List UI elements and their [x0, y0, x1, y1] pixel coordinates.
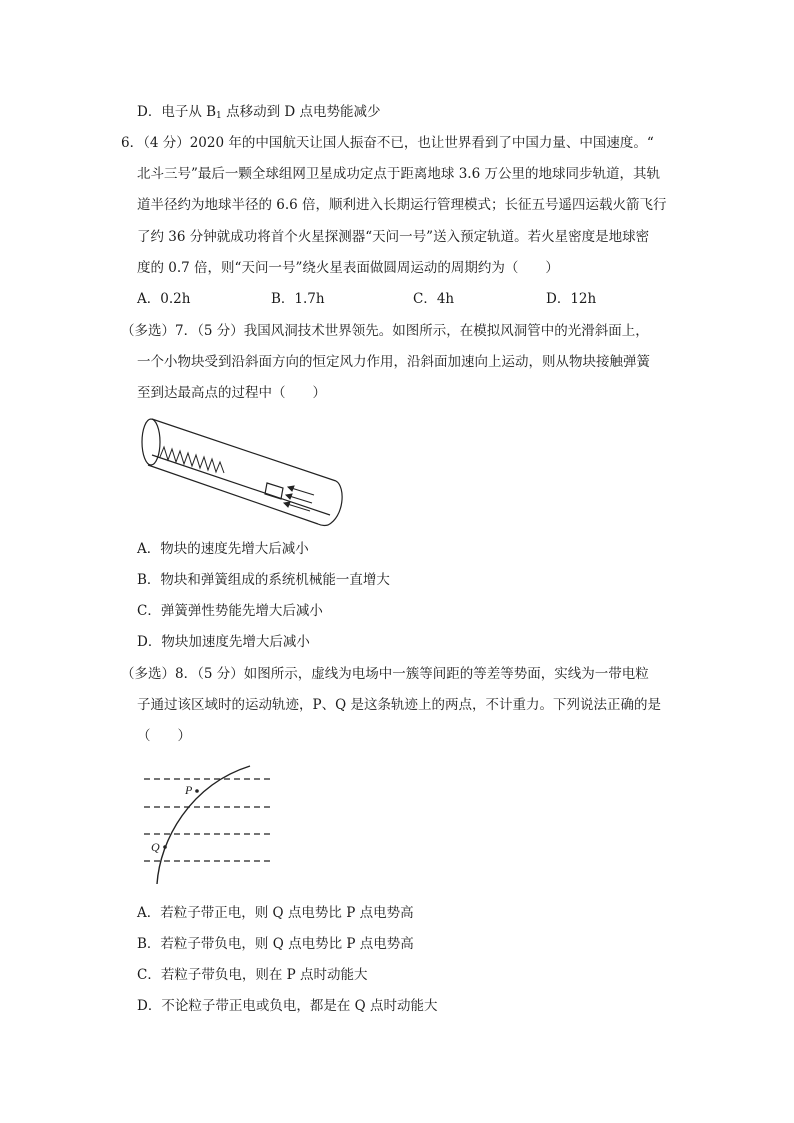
q7-line-1: （多选）7．（5 分）我国风洞技术世界领先。如图所示，在模拟风洞管中的光滑斜面上，: [121, 323, 649, 339]
q5-option-d-subscript: 1: [216, 111, 222, 121]
q5-option-d-pre: D．电子从 B: [137, 104, 217, 120]
q6-option-c: C．4h: [413, 291, 455, 307]
q8-option-c: C．若粒子带负电，则在 P 点时动能大: [137, 967, 368, 983]
point-q-label: Q: [151, 840, 160, 854]
q6-line-2: 北斗三号”最后一颗全球组网卫星成功定点于距离地球 3.6 万公里的地球同步轨道，其轨: [137, 166, 660, 182]
q7-option-b: B．物块和弹簧组成的系统机械能一直增大: [137, 572, 390, 588]
point-p-dot: [195, 789, 199, 793]
q7-option-c: C．弹簧弹性势能先增大后减小: [137, 603, 323, 619]
q5-option-d: [137, 103, 380, 125]
q7-option-d: D．物块加速度先增大后减小: [137, 634, 310, 650]
incline-surface: [152, 455, 330, 515]
q8-option-b: B．若粒子带负电，则 Q 点电势比 P 点电势高: [137, 936, 414, 952]
q8-line-3: （ ）: [137, 728, 191, 744]
q6-option-a: A．0.2h: [137, 291, 191, 307]
q5-option-d-post: 点移动到 D 点电势能减少: [221, 104, 381, 120]
tube-right-end: [318, 481, 342, 525]
q7-line-2: 一个小物块受到沿斜面方向的恒定风力作用，沿斜面加速向上运动，则从物块接触弹簧: [137, 354, 650, 370]
wind-tunnel-figure: [138, 415, 350, 531]
q7-option-a: A．物块的速度先增大后减小: [137, 541, 309, 557]
tube-bottom-edge: [148, 465, 318, 524]
q8-option-a: A．若粒子带正电，则 Q 点电势比 P 点电势高: [137, 905, 414, 921]
point-q-dot: [163, 845, 167, 849]
q6-line-4: 了约 36 分钟就成功将首个火星探测器“天问一号”送入预定轨道。若火星密度是地球密: [137, 229, 650, 245]
q8-line-2: 子通过该区域时的运动轨迹，P、Q 是这条轨迹上的两点，不计重力。下列说法正确的是: [137, 697, 661, 713]
q7-line-3: 至到达最高点的过程中（ ）: [137, 385, 326, 401]
q8-option-d: D．不论粒子带正电或负电，都是在 Q 点时动能大: [137, 998, 438, 1014]
q8-line-1: （多选）8．（5 分）如图所示，虚线为电场中一簇等间距的等差等势面，实线为一带电粒: [121, 666, 649, 682]
point-p-label: P: [185, 783, 193, 797]
tube-top-edge: [152, 419, 336, 481]
wind-arrows-icon: [284, 486, 314, 511]
equipotential-figure: [140, 760, 280, 888]
q6-line-5: 度的 0.7 倍，则“天问一号”绕火星表面做圆周运动的周期约为（ ）: [137, 260, 559, 276]
q6-option-b: B．1.7h: [271, 291, 325, 307]
particle-trajectory: [157, 766, 250, 884]
tube-left-opening: [142, 419, 160, 465]
block-icon: [265, 483, 283, 499]
q6-line-3: 道半径约为地球半径的 6.6 倍，顺利进入长期运行管理模式；长征五号遥四运载火箭飞行: [137, 197, 667, 213]
q6-option-d: D．12h: [546, 291, 597, 307]
q6-line-1: 6．（4 分）2020 年的中国航天让国人振奋不已，也让世界看到了中国力量、中国速度。“: [121, 135, 654, 151]
